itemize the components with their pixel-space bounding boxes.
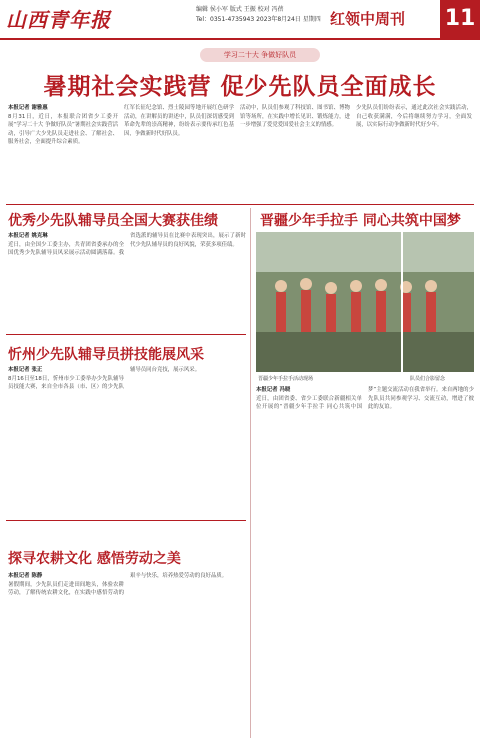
article4-text: 8月16日至18日，忻州市少工委举办少先队辅导员技能大赛，来自全市各县（市、区）的少先队辅导员同台竞技，展示风采。 <box>8 367 201 391</box>
divider-1 <box>6 204 474 205</box>
photo-caption-left: 晋疆少年手拉手活动现场 <box>258 376 314 382</box>
topic-banner: 学习二十大 争做好队员 <box>200 48 320 62</box>
divider-2 <box>6 334 246 335</box>
activity-photo <box>256 232 474 372</box>
article4-byline: 本报记者 张正 <box>8 367 43 373</box>
masthead-meta <box>196 5 321 25</box>
article3-body <box>256 386 474 736</box>
photo-illustration <box>256 232 474 372</box>
article2-text: 近日，由全国少工委主办，共青团省委承办的全国优秀少先队辅导员风采展示活动圆满落幕。我省选派的辅导员在比赛中表现突出，展示了新时代少先队辅导员的良好风貌，荣获多项佳绩。 <box>8 233 246 257</box>
meta-line-2: Tel：0351-4735943 2023年8月24日 星期四 <box>196 16 321 23</box>
article1-col1-text: 8月31日，近日，本报联合团省少工委开展“学习二十大 争做好队员”暑期社会实践营活动，引导广大少先队员走进社会、了解社会、服务社会，全面提升综合素质。 <box>8 113 118 146</box>
article5-byline: 本报记者 陈静 <box>8 573 43 579</box>
headline-3: 晋疆少年手拉手 同心共筑中国梦 <box>260 213 461 229</box>
article1-col3: 活动中，队员们参观了科技馆、图书馆、博物馆等场所，在实践中增长见识、锻炼能力，进一步增强了爱党爱国爱社会主义的情感。 <box>240 105 350 129</box>
photo-caption-right: 队员们合影留念 <box>410 376 446 382</box>
article1-col2: 红军长征纪念馆、烈士陵园等地开展红色研学活动，在讲解员的讲述中，队员们深切感受到革命先辈的崇高精神，纷纷表示要传承红色基因，争做新时代好队员。 <box>124 105 234 137</box>
meta-line-1: 编辑 侯小军 版式 王振 校对 冯蓓 <box>196 6 284 13</box>
headline-4: 忻州少先队辅导员拼技能展风采 <box>8 347 204 363</box>
article3-byline: 本报记者 冯晓 <box>256 387 291 393</box>
article1-col4: 少先队员们纷纷表示，通过此次社会实践活动，自己收获满满，今后将继续努力学习，全面发展，以实际行动争做新时代好少年。 <box>356 105 472 129</box>
masthead <box>0 0 480 40</box>
headline-2: 优秀少先队辅导员全国大赛获佳绩 <box>8 213 218 229</box>
article1-col1 <box>8 104 118 198</box>
section-title: 红领中周刊 <box>330 10 406 28</box>
article1-byline: 本报记者 谢雅惠 <box>8 105 48 111</box>
article4-body <box>8 366 246 516</box>
article5-text: 暑假期间，少先队员们走进田间地头，体验农耕劳动，了解传统农耕文化，在实践中感悟劳动的艰辛与快乐，培养热爱劳动的良好品质。 <box>8 573 228 597</box>
newspaper-logo: 山西青年报 <box>6 8 111 32</box>
headline-5: 探寻农耕文化 感悟劳动之美 <box>8 551 181 567</box>
article2-byline: 本报记者 姚克琳 <box>8 233 48 239</box>
center-divider <box>250 208 251 738</box>
article3-text: 近日，由团省委、省少工委联合新疆相关单位开展的“晋疆少年手拉手 同心共筑中国梦”主题交流活动在我省举行。来自两地的少先队员共同参观学习、交流互动，增进了彼此的友谊。 <box>256 387 474 411</box>
article5-body <box>8 572 246 736</box>
divider-3 <box>6 520 246 521</box>
page-number: 11 <box>440 0 480 38</box>
main-headline: 暑期社会实践营 促少先队员全面成长 <box>43 74 437 100</box>
article2-body <box>8 232 246 328</box>
